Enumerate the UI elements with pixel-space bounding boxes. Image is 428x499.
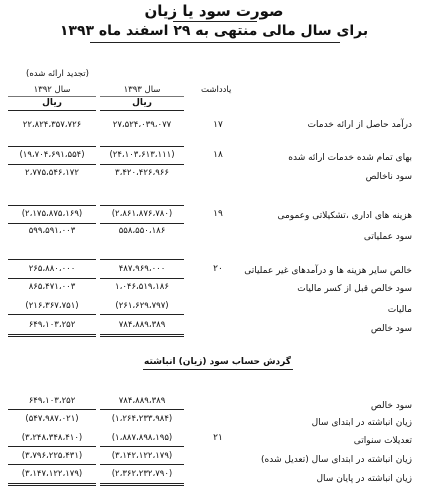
row-value-1392: (۳،۱۴۷،۱۲۲،۱۷۹) <box>21 469 83 479</box>
note-column-header: یادداشت <box>201 85 232 95</box>
row-label: تعدیلات سنواتی <box>353 436 412 446</box>
unit-rule-1393 <box>100 110 184 111</box>
row-label: سود خالص <box>370 324 412 334</box>
header-rule-1393 <box>100 96 184 97</box>
rule <box>100 259 184 260</box>
row-value-1393: ۴۸۷،۹۶۹،۰۰۰ <box>118 264 166 274</box>
row-value-1392: ۵۹۹،۵۹۱،۰۰۳ <box>28 226 76 236</box>
row-label: زیان انباشته در ابتدای سال <box>311 418 412 428</box>
rule <box>8 259 96 260</box>
row-note: ۱۸ <box>213 150 223 160</box>
title-underline <box>173 21 257 22</box>
year-1392-header: سال ۱۳۹۲ <box>33 85 71 95</box>
header-rule-1392 <box>8 96 96 97</box>
subtitle-underline <box>90 42 340 43</box>
row-label: سود عملیاتی <box>363 232 412 242</box>
row-value-1393: (۲،۸۶۱،۸۷۶،۷۸۰) <box>111 209 173 219</box>
rule <box>100 164 184 165</box>
row-label: سود ناخالص <box>365 172 412 182</box>
unit-1392: ریال <box>42 98 62 108</box>
row-note: ۲۱ <box>213 433 223 443</box>
rule <box>8 409 96 410</box>
row-value-1392: ۶۴۹،۱۰۳،۲۵۲ <box>28 320 76 330</box>
statement-title: صورت سود یا زیان <box>144 2 284 20</box>
rule <box>8 223 96 224</box>
rule <box>8 464 96 465</box>
row-label: مالیات <box>387 305 412 315</box>
row-value-1392: ۲۶۵،۸۸۰،۰۰۰ <box>28 264 76 274</box>
row-value-1393: (۱،۸۸۷،۸۹۸،۱۹۵) <box>111 433 173 443</box>
row-label: هزینه های اداری ،تشکیلاتی وعمومی <box>277 211 412 221</box>
row-label: زیان انباشته در ابتدای سال (تعدیل شده) <box>261 455 412 465</box>
rule <box>100 205 184 206</box>
row-value-1393: (۲۶۱،۶۲۹،۷۹۷) <box>115 301 169 311</box>
row-value-1392: ۸۶۵،۴۷۱،۰۰۳ <box>28 282 76 292</box>
restated-note: (تجدید ارائه شده) <box>26 69 89 79</box>
rule <box>8 164 96 165</box>
row-label: خالص سایر هزینه ها و درآمدهای غیر عملیاتی <box>244 266 412 276</box>
double-rule <box>100 334 184 337</box>
row-value-1393: ۵۵۸،۵۵۰،۱۸۶ <box>118 226 166 236</box>
rule <box>8 146 96 147</box>
row-value-1393: ۷۸۴،۸۸۹،۳۸۹ <box>118 320 166 330</box>
row-value-1393: ۷۸۴،۸۸۹،۳۸۹ <box>118 396 166 406</box>
row-label: سود خالص قبل از کسر مالیات <box>297 284 412 294</box>
row-value-1392: ۶۴۹،۱۰۳،۲۵۲ <box>28 396 76 406</box>
row-label: سود خالص <box>370 401 412 411</box>
section-title: گردش حساب سود (زیان) انباشته <box>144 357 291 367</box>
rule <box>100 223 184 224</box>
double-rule <box>100 483 184 486</box>
row-value-1393: ۱،۰۴۶،۵۱۹،۱۸۶ <box>115 282 169 292</box>
rule <box>8 446 96 447</box>
row-value-1392: ۲۲،۸۲۴،۳۵۷،۷۲۶ <box>22 120 82 130</box>
rule <box>100 146 184 147</box>
rule <box>8 205 96 206</box>
rule <box>100 409 184 410</box>
year-1393-header: سال ۱۳۹۳ <box>123 85 161 95</box>
row-note: ۱۹ <box>213 209 223 219</box>
row-value-1392: (۲،۱۷۵،۸۷۵،۱۶۹) <box>21 209 83 219</box>
row-value-1392: (۱۹،۷۰۴،۶۹۱،۵۵۴) <box>19 150 85 160</box>
row-value-1393: (۱،۲۶۴،۲۳۳،۹۸۴) <box>111 414 173 424</box>
rule <box>100 446 184 447</box>
statement-subtitle: برای سال مالی منتهی به ۲۹ اسفند ماه ۱۳۹۳ <box>59 23 369 39</box>
row-value-1393: ۲۷،۵۲۴،۰۳۹،۰۷۷ <box>112 120 172 130</box>
double-rule <box>8 483 96 486</box>
row-value-1393: (۲،۳۶۲،۲۳۲،۷۹۰) <box>111 469 173 479</box>
row-label: درآمد حاصل از ارائه خدمات <box>307 120 412 130</box>
double-rule <box>8 334 96 337</box>
rule <box>100 278 184 279</box>
row-value-1392: (۳،۲۴۸،۳۴۸،۴۱۰) <box>21 433 83 443</box>
row-value-1393: ۳،۴۲۰،۴۲۶،۹۶۶ <box>115 168 169 178</box>
rule <box>8 278 96 279</box>
row-label: زیان انباشته در پایان سال <box>316 474 412 484</box>
row-label: بهای تمام شده خدمات ارائه شده <box>288 153 412 163</box>
row-value-1392: (۳،۷۹۶،۲۲۵،۴۳۱) <box>21 451 83 461</box>
row-value-1393: (۳،۱۴۲،۱۲۲،۱۷۹) <box>111 451 173 461</box>
row-note: ۱۷ <box>213 120 223 130</box>
row-note: ۲۰ <box>213 264 223 274</box>
rule <box>100 464 184 465</box>
unit-1393: ریال <box>132 98 152 108</box>
row-value-1392: (۲۱۶،۳۶۷،۷۵۱) <box>25 301 79 311</box>
row-value-1392: (۵۴۷،۹۸۷،۰۲۱) <box>25 414 79 424</box>
unit-rule-1392 <box>8 110 96 111</box>
row-value-1392: ۲،۷۷۵،۵۴۶،۱۷۲ <box>25 168 79 178</box>
rule <box>100 314 184 315</box>
section-title-underline <box>143 369 293 370</box>
row-value-1393: (۲۴،۱۰۳،۶۱۳،۱۱۱) <box>109 150 175 160</box>
rule <box>8 314 96 315</box>
